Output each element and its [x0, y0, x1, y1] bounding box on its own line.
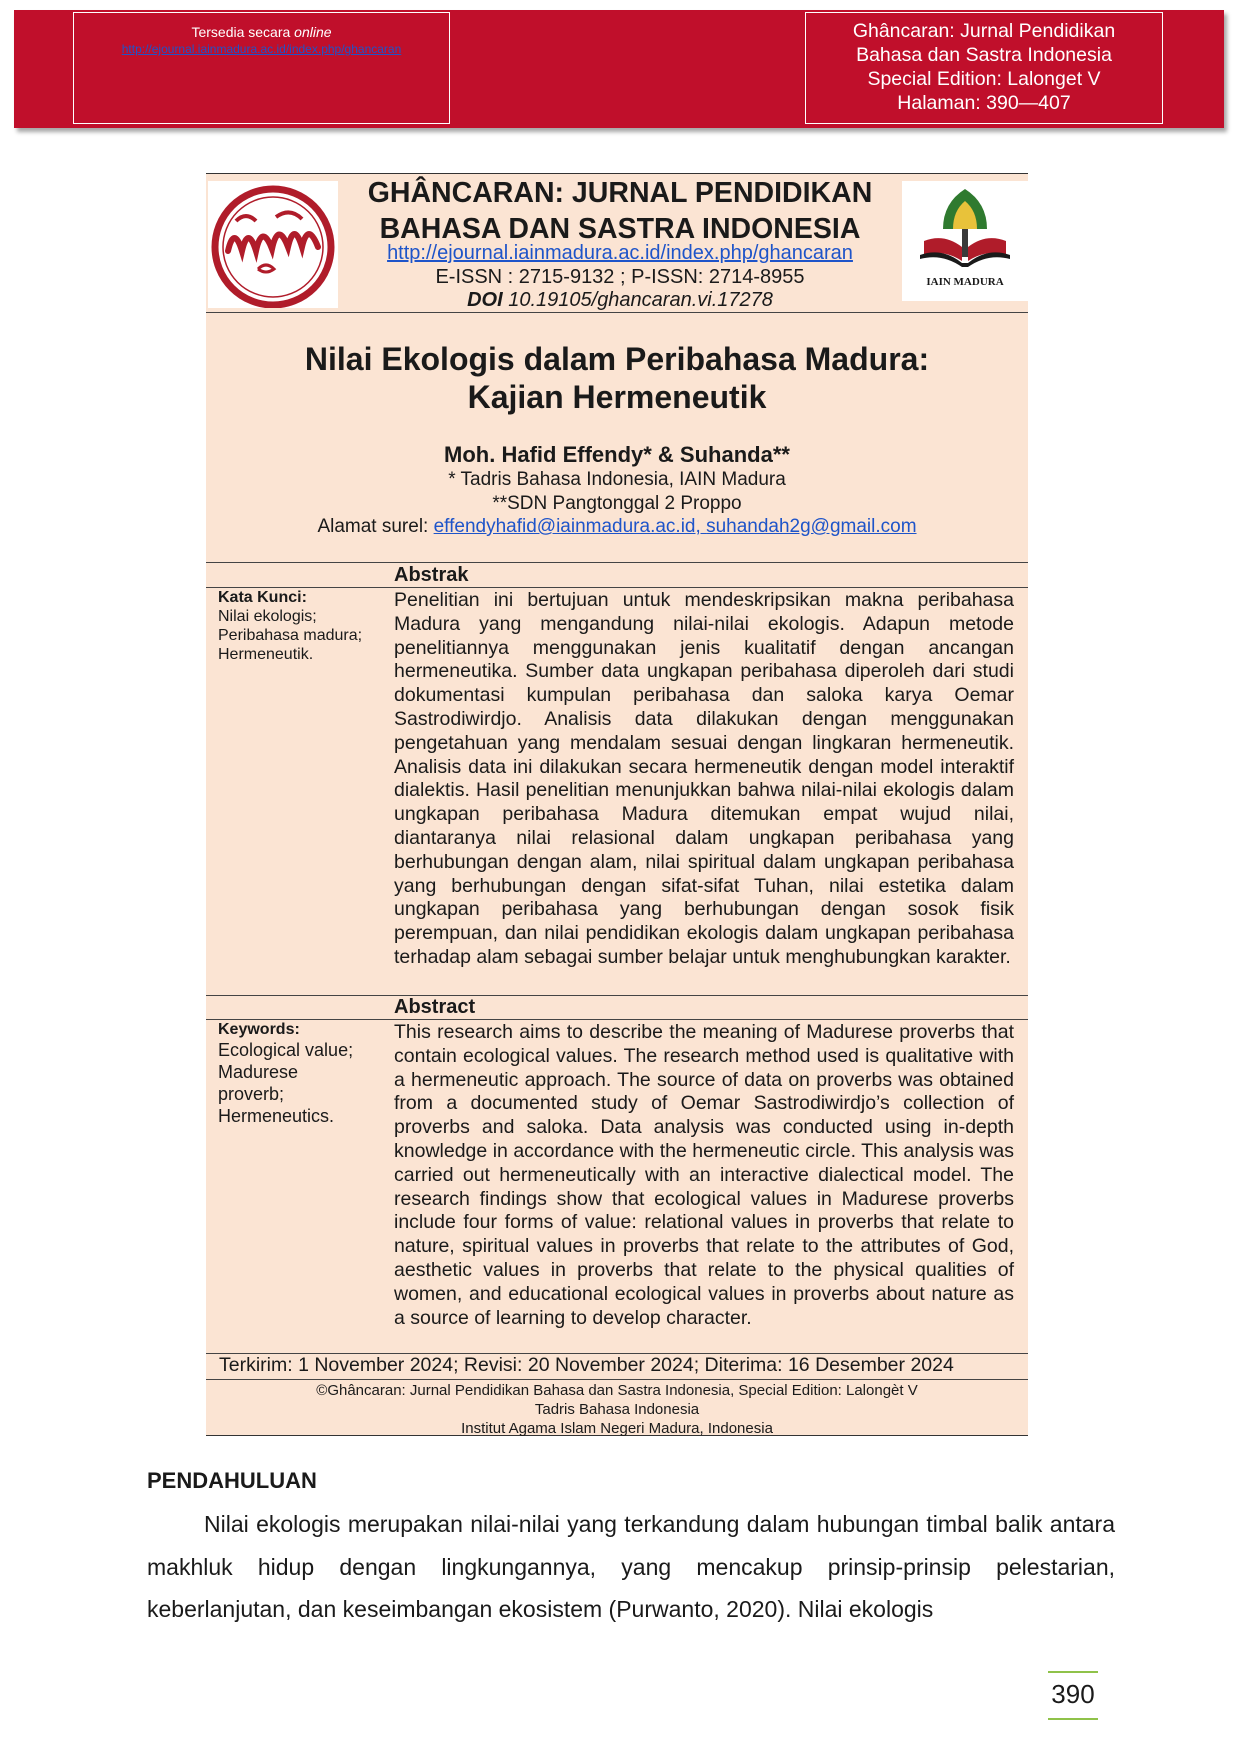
submission-dates: Terkirim: 1 November 2024; Revisi: 20 November 2024; Diterima: 16 Desember 2024 [219, 1354, 954, 1376]
email-link-1[interactable]: effendyhafid@iainmadura.ac.id, [433, 516, 707, 537]
keyword: Peribahasa madura; [218, 627, 363, 644]
iain-madura-logo-icon [902, 181, 1028, 301]
divider [206, 1019, 1028, 1020]
author-emails: Alamat surel: effendyhafid@iainmadura.ac.id, suhandah2g@gmail.com [317, 516, 917, 537]
abstract-heading: Abstract [394, 996, 476, 1018]
kata-kunci-heading: Kata Kunci: [218, 589, 307, 606]
publisher-line-1: Tadris Bahasa Indonesia [534, 1401, 700, 1418]
abstract-text: This research aims to describe the meaning of Madurese proverbs that contain ecological values. The research method used is qualitative with a hermeneutic approach. The source of data on proverbs was obtained from a documented study of Oemar Sastrodiwirdjo’s collection of proverbs and saloka. Data analysis was conducted using in-depth knowledge in accordance with the hermeneutic circle. This analysis was carried out hermeneutically with an interactive dialectical model. The research findings show that ecological values in Madurese proverbs include four forms of value: relational values in proverbs that relate to nature, spiritual values in proverbs that relate to the attributes of God, aesthetic values in proverbs that relate to the physical qualities of women, and educational ecological values in proverbs about nature as a source of learning to develop character. [394, 1021, 1014, 1329]
divider [206, 562, 1028, 563]
affiliation-2: **SDN Pangtonggal 2 Proppo [492, 493, 742, 514]
svg-text:IAIN MADURA: IAIN MADURA [926, 276, 1004, 288]
article-title: Nilai Ekologis dalam Peribahasa Madura: Kajian Hermeneutik [304, 341, 930, 415]
journal-issn: E-ISSN : 2715-9132 ; P-ISSN: 2714-8955 [435, 266, 805, 288]
keyword: Hermeneutics. [218, 1106, 335, 1126]
journal-info-box [805, 12, 1163, 124]
publisher-line-2: Institut Agama Islam Negeri Madura, Indonesia [461, 1420, 773, 1437]
body-paragraph: Nilai ekologis merupakan nilai-nilai yang terkandung dalam hubungan timbal balik antara makhluk hidup dengan lingkungannya, yang mencakup prinsip-prinsip pelestarian, keberlanjutan, dan keseimbangan ekosistem (Purwanto, 2020). Nilai ekologis [147, 1511, 1115, 1622]
header-journal-name-2: Bahasa dan Sastra Indonesia [856, 44, 1112, 66]
keyword: Nilai ekologis; [218, 608, 317, 625]
email-link-2[interactable]: suhandah2g@gmail.com [706, 516, 917, 537]
journal-title: GHÂNCARAN: JURNAL PENDIDIKAN BAHASA DAN SASTRA INDONESIA [367, 177, 873, 245]
ghancaran-logo-icon [208, 181, 338, 308]
abstrak-heading: Abstrak [394, 564, 469, 586]
abstrak-text: Penelitian ini bertujuan untuk mendeskripsikan makna peribahasa Madura yang mengandung nilai-nilai ekologis. Adapun metode penelitiannya menggunakan jenis kualitatif dengan ancangan hermeneutika. Sumber data ungkapan peribahasa diperoleh dari studi dokumentasi kumpulan peribahasa dan saloka karya Oemar Sastrodiwirdjo. Analisis data dilakukan dengan menggunakan pengetahuan yang mendalam sesuai dengan lingkaran hermeneutik. Analisis data ini dilakukan secara hermeneutik dengan model interaktif dialektis. Hasil penelitian menunjukkan bahwa nilai-nilai ekologis dalam ungkapan peribahasa Madura ditemukan empat wujud nilai, diantaranya nilai relasional dalam ungkapan peribahasa yang berhubungan dengan alam, nilai spiritual dalam ungkapan peribahasa yang berhubungan dengan sifat-sifat Tuhan, nilai estetika dalam ungkapan peribahasa yang berhubungan dengan sosok fisik perempuan, dan nilai pendidikan ekologis dalam ungkapan peribahasa terhadap alam sebagai sumber belajar untuk menghubungkan karakter. [394, 589, 1014, 968]
kata-kunci-list [218, 607, 378, 664]
page-number: 390 [1051, 1679, 1095, 1709]
keyword: proverb; [218, 1084, 285, 1104]
divider [206, 995, 1028, 996]
keyword: Madurese [218, 1062, 299, 1082]
keywords-heading: Keywords: [218, 1021, 300, 1038]
keyword: Ecological value; [218, 1040, 354, 1060]
divider [206, 587, 1028, 588]
availability-box [73, 12, 450, 124]
page-number-rule [1048, 1718, 1098, 1720]
affiliation-1: * Tadris Bahasa Indonesia, IAIN Madura [448, 469, 786, 490]
header-pages: Halaman: 390—407 [897, 92, 1071, 114]
availability-text: Tersedia secara online [191, 24, 332, 40]
keyword: Hermeneutik. [218, 646, 314, 663]
journal-url-link[interactable]: http://ejournal.iainmadura.ac.id/index.php/ghancaran [387, 242, 853, 264]
header-edition: Special Edition: Lalonget V [867, 68, 1101, 90]
divider [206, 1379, 1028, 1380]
divider [206, 312, 1028, 313]
article-authors: Moh. Hafid Effendy* & Suhanda** [444, 442, 790, 467]
section-heading: PENDAHULUAN [147, 1468, 317, 1493]
header-journal-link[interactable]: http://ejournal.iainmadura.ac.id/index.php/ghancaran [121, 42, 402, 56]
journal-header-band [14, 10, 1224, 128]
copyright-line: ©Ghâncaran: Jurnal Pendidikan Bahasa dan Sastra Indonesia, Special Edition: Lalongèt V [316, 1382, 918, 1399]
header-journal-name-1: Ghâncaran: Jurnal Pendidikan [852, 20, 1116, 42]
keywords-list [218, 1039, 378, 1127]
journal-doi: DOI 10.19105/ghancaran.vi.17278 [467, 289, 773, 311]
page-number-rule [1048, 1671, 1098, 1673]
